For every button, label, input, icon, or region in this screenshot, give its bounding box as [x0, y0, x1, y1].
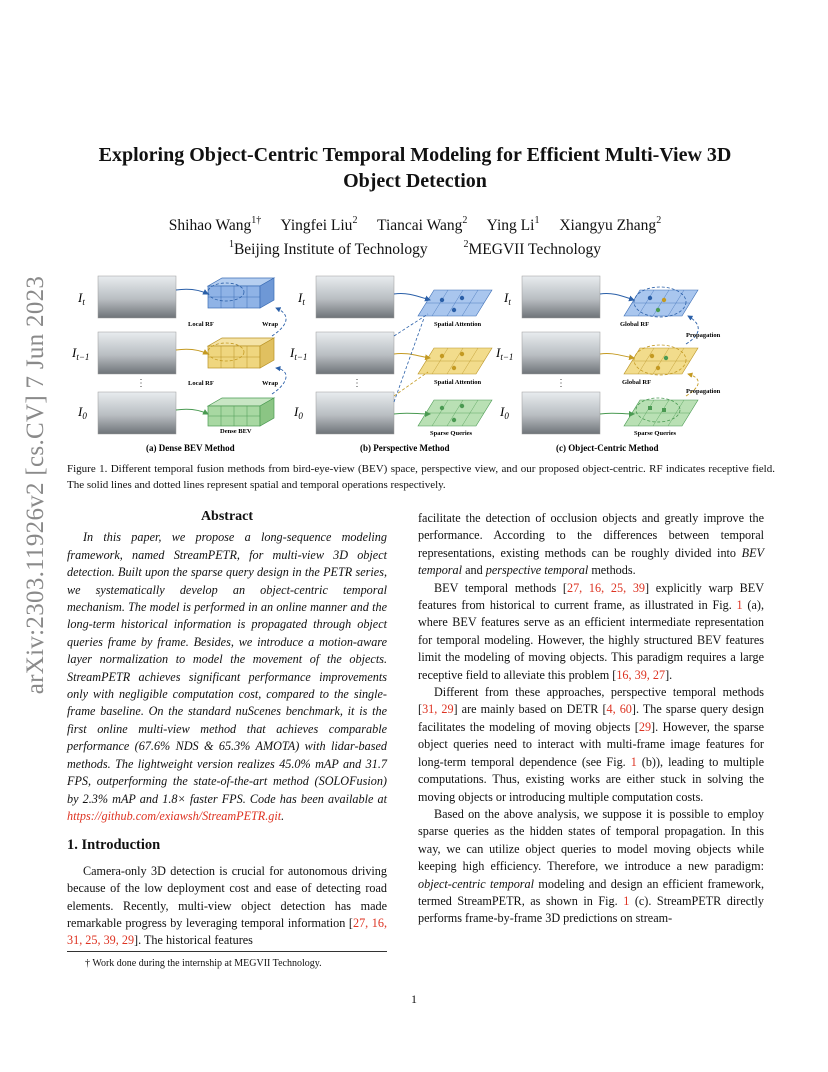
paragraph: Camera-only 3D detection is crucial for autonomous driving because of the low deployment cost and ease of detecting road elements. Recently, multi-view object detection has made remarkable progress by leveraging temporal information [27, 16, 31, 25, 39, 29]. The historical features	[67, 863, 388, 948]
panel-b	[289, 276, 492, 453]
figure-caption: Figure 1. Different temporal fusion methods from bird-eye-view (BEV) space, perspective view, and our proposed object-centric. RF indicates receptive field. The solid lines and dotted lines represent spatial and temporal operations respectively.	[67, 463, 775, 491]
code-link[interactable]: https://github.com/exiawsh/StreamPETR.git	[67, 808, 282, 823]
paragraph: Based on the above analysis, we suppose it is possible to employ sparse queries as the hidden states of temporal propagation. In this way, we can utilize object queries to model moving objects while keeping high efficiency. Therefore, we introduce a new paradigm: object-centric temporal modeling and design an efficient framework, termed StreamPETR, as shown in Fig. 1 (c). StreamPETR directly performs frame-by-frame 3D predictions on stream-	[418, 806, 765, 926]
frame-label-t: $I_t$	[298, 290, 305, 307]
figure-ref[interactable]: 1	[736, 598, 743, 613]
figure-ref[interactable]: 1	[630, 754, 637, 769]
author: Shihao Wang$^{1\dagger}$	[168, 215, 262, 234]
citation[interactable]: 16, 39, 27	[616, 667, 666, 682]
annotation: Local RF	[188, 321, 214, 328]
annotation: Global RF	[622, 379, 652, 386]
annotation: Global RF	[620, 321, 650, 328]
camera-image	[316, 392, 394, 434]
page-number: 1	[411, 992, 417, 1006]
paragraph: BEV temporal methods [27, 16, 25, 39] explicitly warp BEV features from historical to current frame, as illustrated in Fig. 1 (a), where BEV features serve as an efficient intermediate representation for temporal modeling. However, the highly structured BEV features limit the modeling of moving objects. This paradigm requires a large receptive field to alleviate this problem [16, 39, 27].	[418, 580, 765, 682]
annotation: Sparse Queries	[430, 430, 473, 437]
citation[interactable]: 27, 16, 31, 25, 39, 29	[67, 915, 388, 948]
affiliations	[70, 241, 760, 259]
frame-label-t: $I_t$	[504, 290, 511, 307]
camera-image	[522, 392, 600, 434]
annotation: Dense BEV	[220, 428, 252, 435]
frame-label-t: $I_t$	[78, 290, 85, 307]
annotation: Propagation	[686, 332, 721, 339]
frame-label-0: $I_0$	[500, 404, 509, 421]
camera-image	[98, 392, 176, 434]
camera-image	[98, 276, 176, 318]
abstract-text: In this paper, we propose a long-sequence modeling framework, named StreamPETR, for multi-view 3D object detection. Built upon the sparse query design in the PETR series, we systematically develop an object-centric temporal mechanism. The model is performed in an online manner and the long-term historical information is propagated through object queries frame by frame. Besides, we introduce a motion-aware layer normalization to model the movement of the objects. StreamPETR achieves significant performance improvements only with negligible computation cost, compared to the single-frame baseline. On the standard nuScenes benchmark, it is the first online multi-view method that achieves comparable performance (67.6% NDS & 65.3% AMOTA) with lidar-based methods. The lightweight version realizes 45.0% mAP and 31.7 FPS, outperforming the state-of-the-art method (SOLOFusion) by 2.3% mAP and 1.8× faster FPS. Code has been available at https://github.com/exiawsh/StreamPETR.git.	[67, 530, 387, 823]
frame-label-t-1: $I_{t-1}$	[496, 345, 514, 362]
affiliation: $^1$Beijing Institute of Technology	[228, 239, 428, 258]
annotation: Spatial Attention	[434, 321, 482, 328]
frame-label-0: $I_0$	[294, 404, 303, 421]
camera-image	[522, 332, 600, 374]
affiliation: $^2$MEGVII Technology	[463, 239, 602, 258]
author: Tiancai Wang$^2$	[377, 215, 468, 234]
frame-label-t-1: $I_{t-1}$	[290, 345, 308, 362]
panel-c	[495, 276, 721, 453]
camera-image	[316, 332, 394, 374]
citation[interactable]: 31, 29	[422, 702, 454, 717]
annotation: Propagation	[686, 388, 721, 395]
svg-text:⋮: ⋮	[352, 378, 362, 389]
arxiv-watermark: arXiv:2303.11926v2 [cs.CV] 7 Jun 2023	[22, 275, 49, 695]
abstract-heading: Abstract	[200, 509, 254, 524]
annotation: Wrap	[262, 321, 279, 328]
svg-text:⋮: ⋮	[136, 378, 146, 389]
annotation: Local RF	[188, 380, 214, 387]
footnote: † Work done during the internship at MEGVII Technology.	[67, 951, 387, 969]
svg-text:⋮: ⋮	[556, 378, 566, 389]
panel-label: (a) Dense BEV Method	[146, 443, 235, 453]
section-heading: 1. Introduction	[67, 837, 161, 854]
figure-1	[62, 270, 767, 458]
camera-image	[316, 276, 394, 318]
frame-label-0: $I_0$	[78, 404, 87, 421]
author: Ying Li$^1$	[486, 215, 540, 234]
citation[interactable]: 4, 60	[606, 702, 632, 717]
bev-cube-0	[208, 398, 274, 426]
annotation: Wrap	[262, 380, 279, 387]
frame-label-t-1: $I_{t-1}$	[72, 345, 90, 362]
camera-image	[98, 332, 176, 374]
paper-title: Exploring Object-Centric Temporal Modeling for Efficient Multi-View 3D Object Detection	[98, 144, 732, 192]
annotation: Spatial Attention	[434, 379, 482, 386]
citation[interactable]: 27, 16, 25, 39	[566, 580, 646, 595]
author: Xiangyu Zhang$^2$	[559, 215, 662, 234]
author-list	[70, 217, 760, 235]
citation[interactable]: 29	[638, 719, 652, 734]
right-column	[418, 510, 764, 928]
panel-label: (c) Object-Centric Method	[556, 443, 659, 453]
bev-cube-t-1	[208, 338, 274, 368]
left-column	[67, 508, 387, 950]
panel-label: (b) Perspective Method	[360, 443, 450, 453]
author: Yingfei Liu$^2$	[280, 215, 358, 234]
figure-ref[interactable]: 1	[623, 893, 630, 908]
annotation: Sparse Queries	[634, 430, 677, 437]
bev-cube-t	[208, 278, 274, 308]
panel-a	[71, 276, 286, 453]
paragraph: Different from these approaches, perspective temporal methods [31, 29] are mainly based on DETR [4, 60]. The sparse query design facilitates the modeling of moving objects [29]. However, the sparse object queries need to interact with multi-frame image features for long-term temporal dependence (see Fig. 1 (b)), leading to multiple computations. Thus, existing works are either stuck in solving the moving objects or introducing multiple computation costs.	[418, 685, 765, 804]
paragraph: facilitate the detection of occlusion objects and greatly improve the performance. According to the differences between temporal representations, existing methods can be roughly divided into BEV temporal and perspective temporal methods.	[418, 511, 764, 578]
camera-image	[522, 276, 600, 318]
